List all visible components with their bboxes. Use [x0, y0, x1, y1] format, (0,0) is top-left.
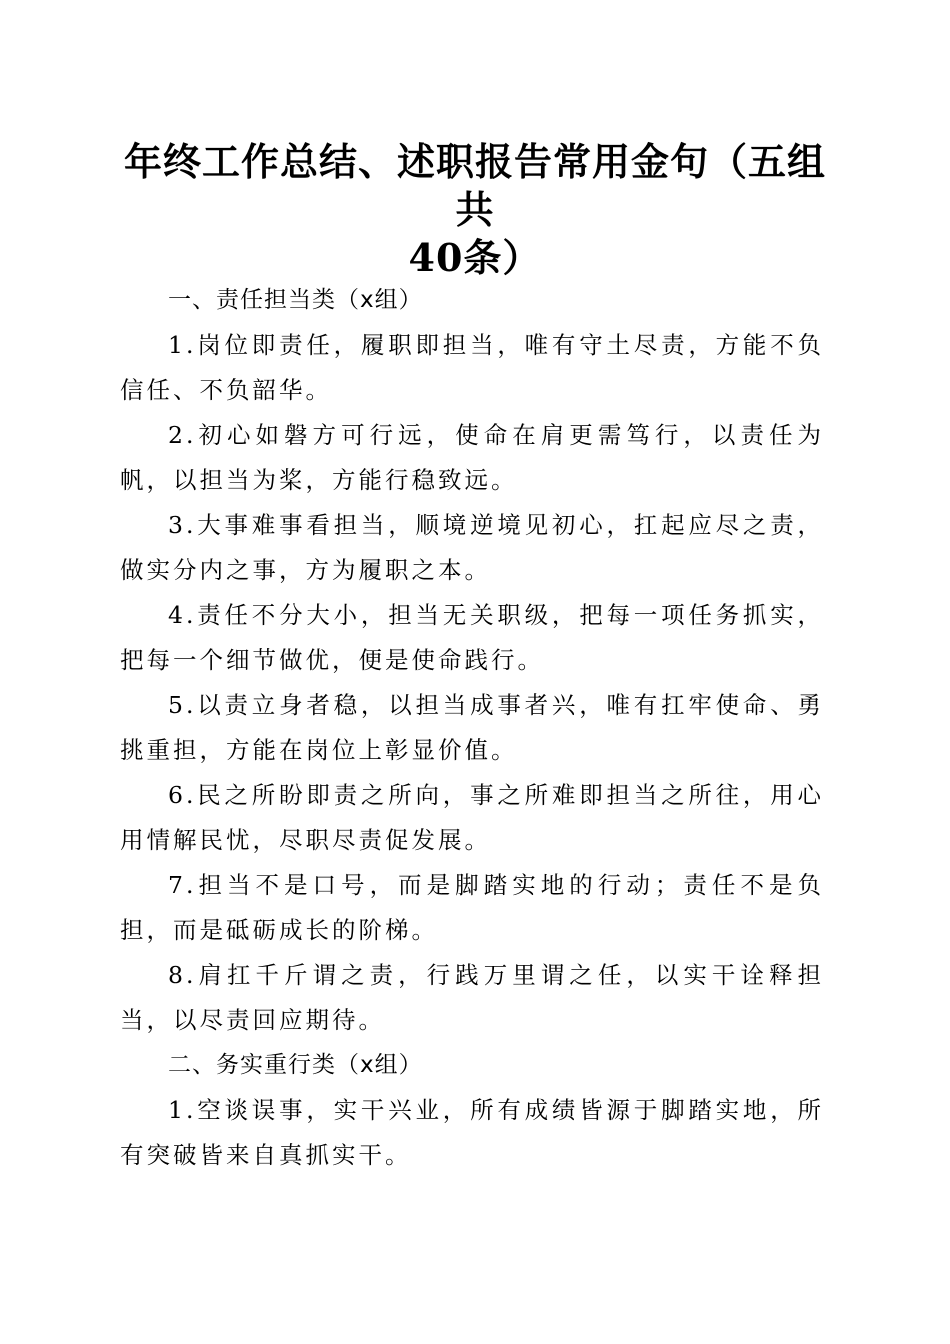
section-heading-pragmatic: 二、务实重行类（x组）	[168, 1052, 423, 1078]
page-title	[120, 138, 830, 282]
list-item: 7.担当不是口号，而是脚踏实地的行动；责任不是负担，而是砥砺成长的阶梯。	[120, 871, 824, 944]
title-line-1: 年终工作总结、述职报告常用金句（五组共	[123, 139, 826, 232]
list-item: 1.岗位即责任，履职即担当，唯有守土尽责，方能不负信任、不负韶华。	[120, 331, 824, 404]
list-item: 5.以责立身者稳，以担当成事者兴，唯有扛牢使命、勇挑重担，方能在岗位上彰显价值。	[120, 691, 824, 764]
section-heading-responsibility: 一、责任担当类（x组）	[168, 287, 423, 313]
list-item: 3.大事难事看担当，顺境逆境见初心，扛起应尽之责，做实分内之事，方为履职之本。	[120, 511, 824, 584]
document-body	[120, 278, 824, 1178]
list-item: 8.肩扛千斤谓之责，行践万里谓之任，以实干诠释担当，以尽责回应期待。	[120, 961, 824, 1034]
list-item: 6.民之所盼即责之所向，事之所难即担当之所往，用心用情解民忧，尽职尽责促发展。	[120, 781, 824, 854]
list-item: 1.空谈误事，实干兴业，所有成绩皆源于脚踏实地，所有突破皆来自真抓实干。	[120, 1096, 824, 1169]
list-item: 2.初心如磐方可行远，使命在肩更需笃行，以责任为帆，以担当为桨，方能行稳致远。	[120, 421, 824, 494]
list-item: 4.责任不分大小，担当无关职级，把每一项任务抓实，把每一个细节做优，便是使命践行。	[120, 601, 824, 674]
title-line-2: 40条）	[408, 235, 542, 280]
